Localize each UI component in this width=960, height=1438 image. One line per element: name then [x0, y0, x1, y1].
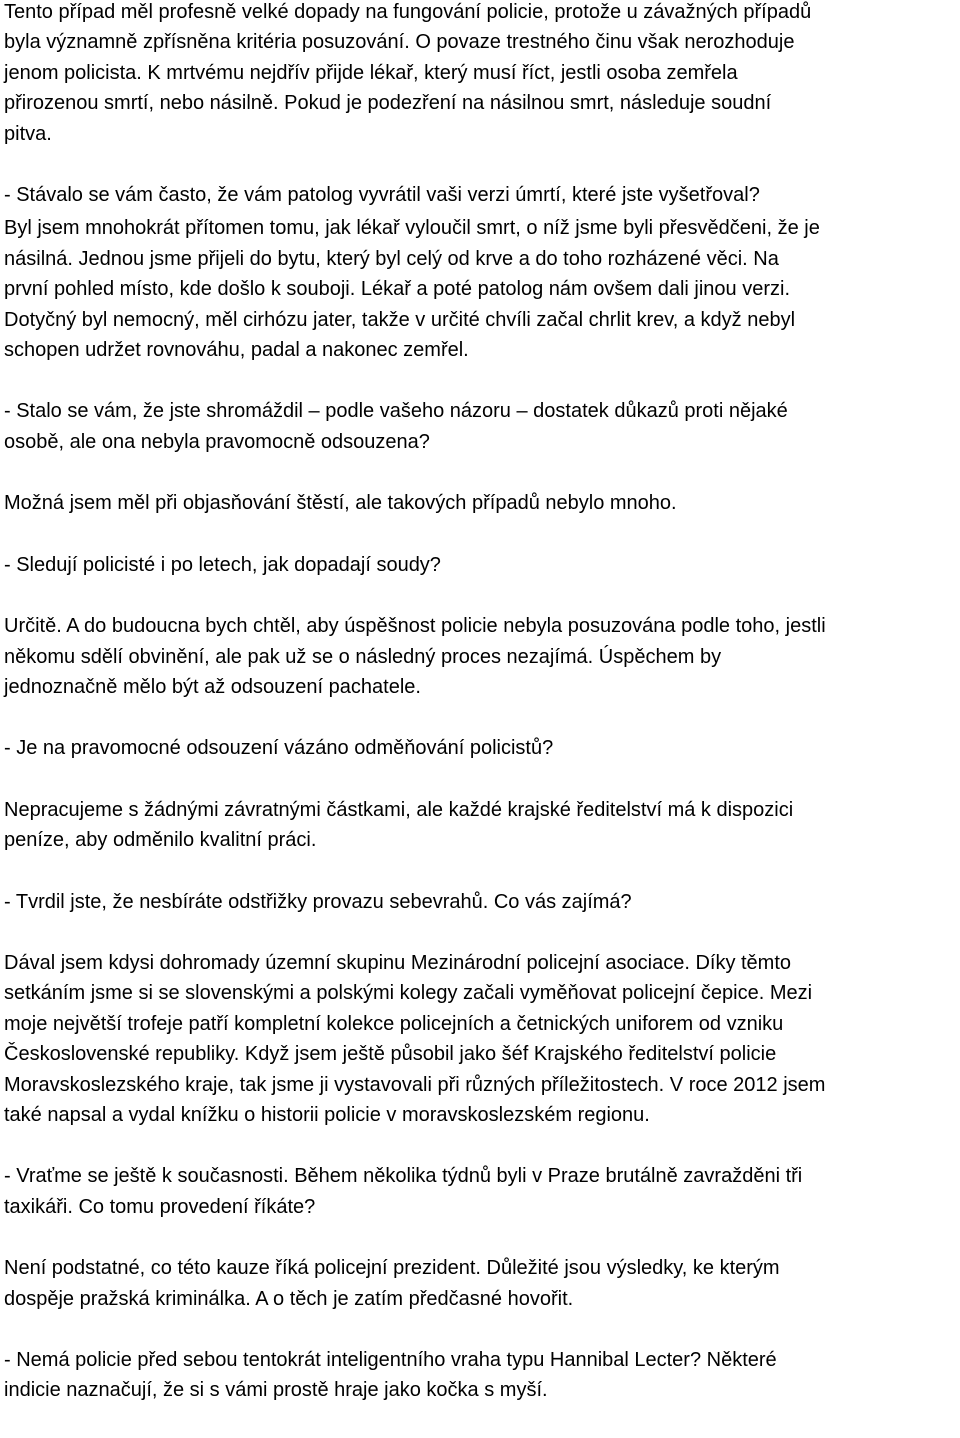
answer-3: Určitě. A do budoucna bych chtěl, aby úspěšnost policie nebyla posuzována podle toho, jestli někomu sdělí obvinění, ale pak už se o následný proces nezajímá. Úspěchem by jednoznačně mělo být až odsouzení pachatele.: [4, 615, 826, 698]
question-2: - Stalo se vám, že jste shromáždil – podle vašeho názoru – dostatek důkazů proti nějaké osobě, ale ona nebyla pravomocně odsouzena?: [4, 400, 788, 453]
question-4: - Je na pravomocné odsouzení vázáno odměňování policistů?: [4, 737, 554, 760]
question-6: - Vraťme se ještě k současnosti. Během několika týdnů byli v Praze brutálně zavražděni tři taxikáři. Co tomu provedení říkáte?: [4, 1165, 803, 1218]
question-1: - Stávalo se vám často, že vám patolog vyvrátil vaši verzi úmrtí, které jste vyšetřoval?: [4, 184, 760, 207]
paragraph-intro: Tento případ měl profesně velké dopady na fungování policie, protože u závažných případů byla významně zpřísněna kritéria posuzování. O povaze trestného činu však nerozhoduje jenom policista. K mrtvému nejdřív přijde lékař, který musí říct, jestli osoba zemřela přirozenou smrtí, nebo násilně. Pokud je podezření na násilnou smrt, následuje soudní pitva.: [4, 1, 812, 145]
answer-6: Není podstatné, co této kauze říká policejní prezident. Důležité jsou výsledky, ke kterým dospěje pražská kriminálka. A o těch je zatím předčasné hovořit.: [4, 1257, 780, 1310]
answer-4: Nepracujeme s žádnými závratnými částkami, ale každé krajské ředitelství má k dispozici peníze, aby odměnilo kvalitní práci.: [4, 798, 794, 852]
question-7: - Nemá policie před sebou tentokrát inteligentního vraha typu Hannibal Lecter? Některé indicie naznačují, že si s vámi prostě hraje jako kočka s myší.: [4, 1349, 777, 1402]
answer-1: Byl jsem mnohokrát přítomen tomu, jak lékař vyloučil smrt, o níž jsme byli přesvědčeni, že je násilná. Jednou jsme přijeli do bytu, který byl celý od krve a do toho rozházené věci. Na první pohled místo, kde došlo k souboji. Lékař a poté patolog nám ovšem dali jinou verzi. Dotyčný byl nemocný, měl cirhózu jater, takže v určité chvíli začal chrlit krev, a když nebyl schopen udržet rovnováhu, padal a nakonec zemřel.: [4, 217, 820, 362]
answer-2: Možná jsem měl při objasňování štěstí, ale takových případů nebylo mnoho.: [4, 492, 677, 515]
question-5: - Tvrdil jste, že nesbíráte odstřižky provazu sebevrahů. Co vás zajímá?: [4, 890, 632, 913]
question-3: - Sledují policisté i po letech, jak dopadají soudy?: [4, 553, 441, 576]
answer-5: Dával jsem kdysi dohromady územní skupinu Mezinárodní policejní asociace. Díky těmto setkáním jsme si se slovenskými a polskými kolegy začali vyměňovat policejní čepice. Mezi moje největší trofeje patří kompletní kolekce policejních a četnických uniforem od vzniku Československé republiky. Když jsem ještě působil jako šéf Krajského ředitelství policie Moravskoslezského kraje, tak jsme ji vystavovali při různých příležitostech. V roce 2012 jsem také napsal a vydal knížku o historii policie v moravskoslezském regionu.: [4, 951, 826, 1126]
